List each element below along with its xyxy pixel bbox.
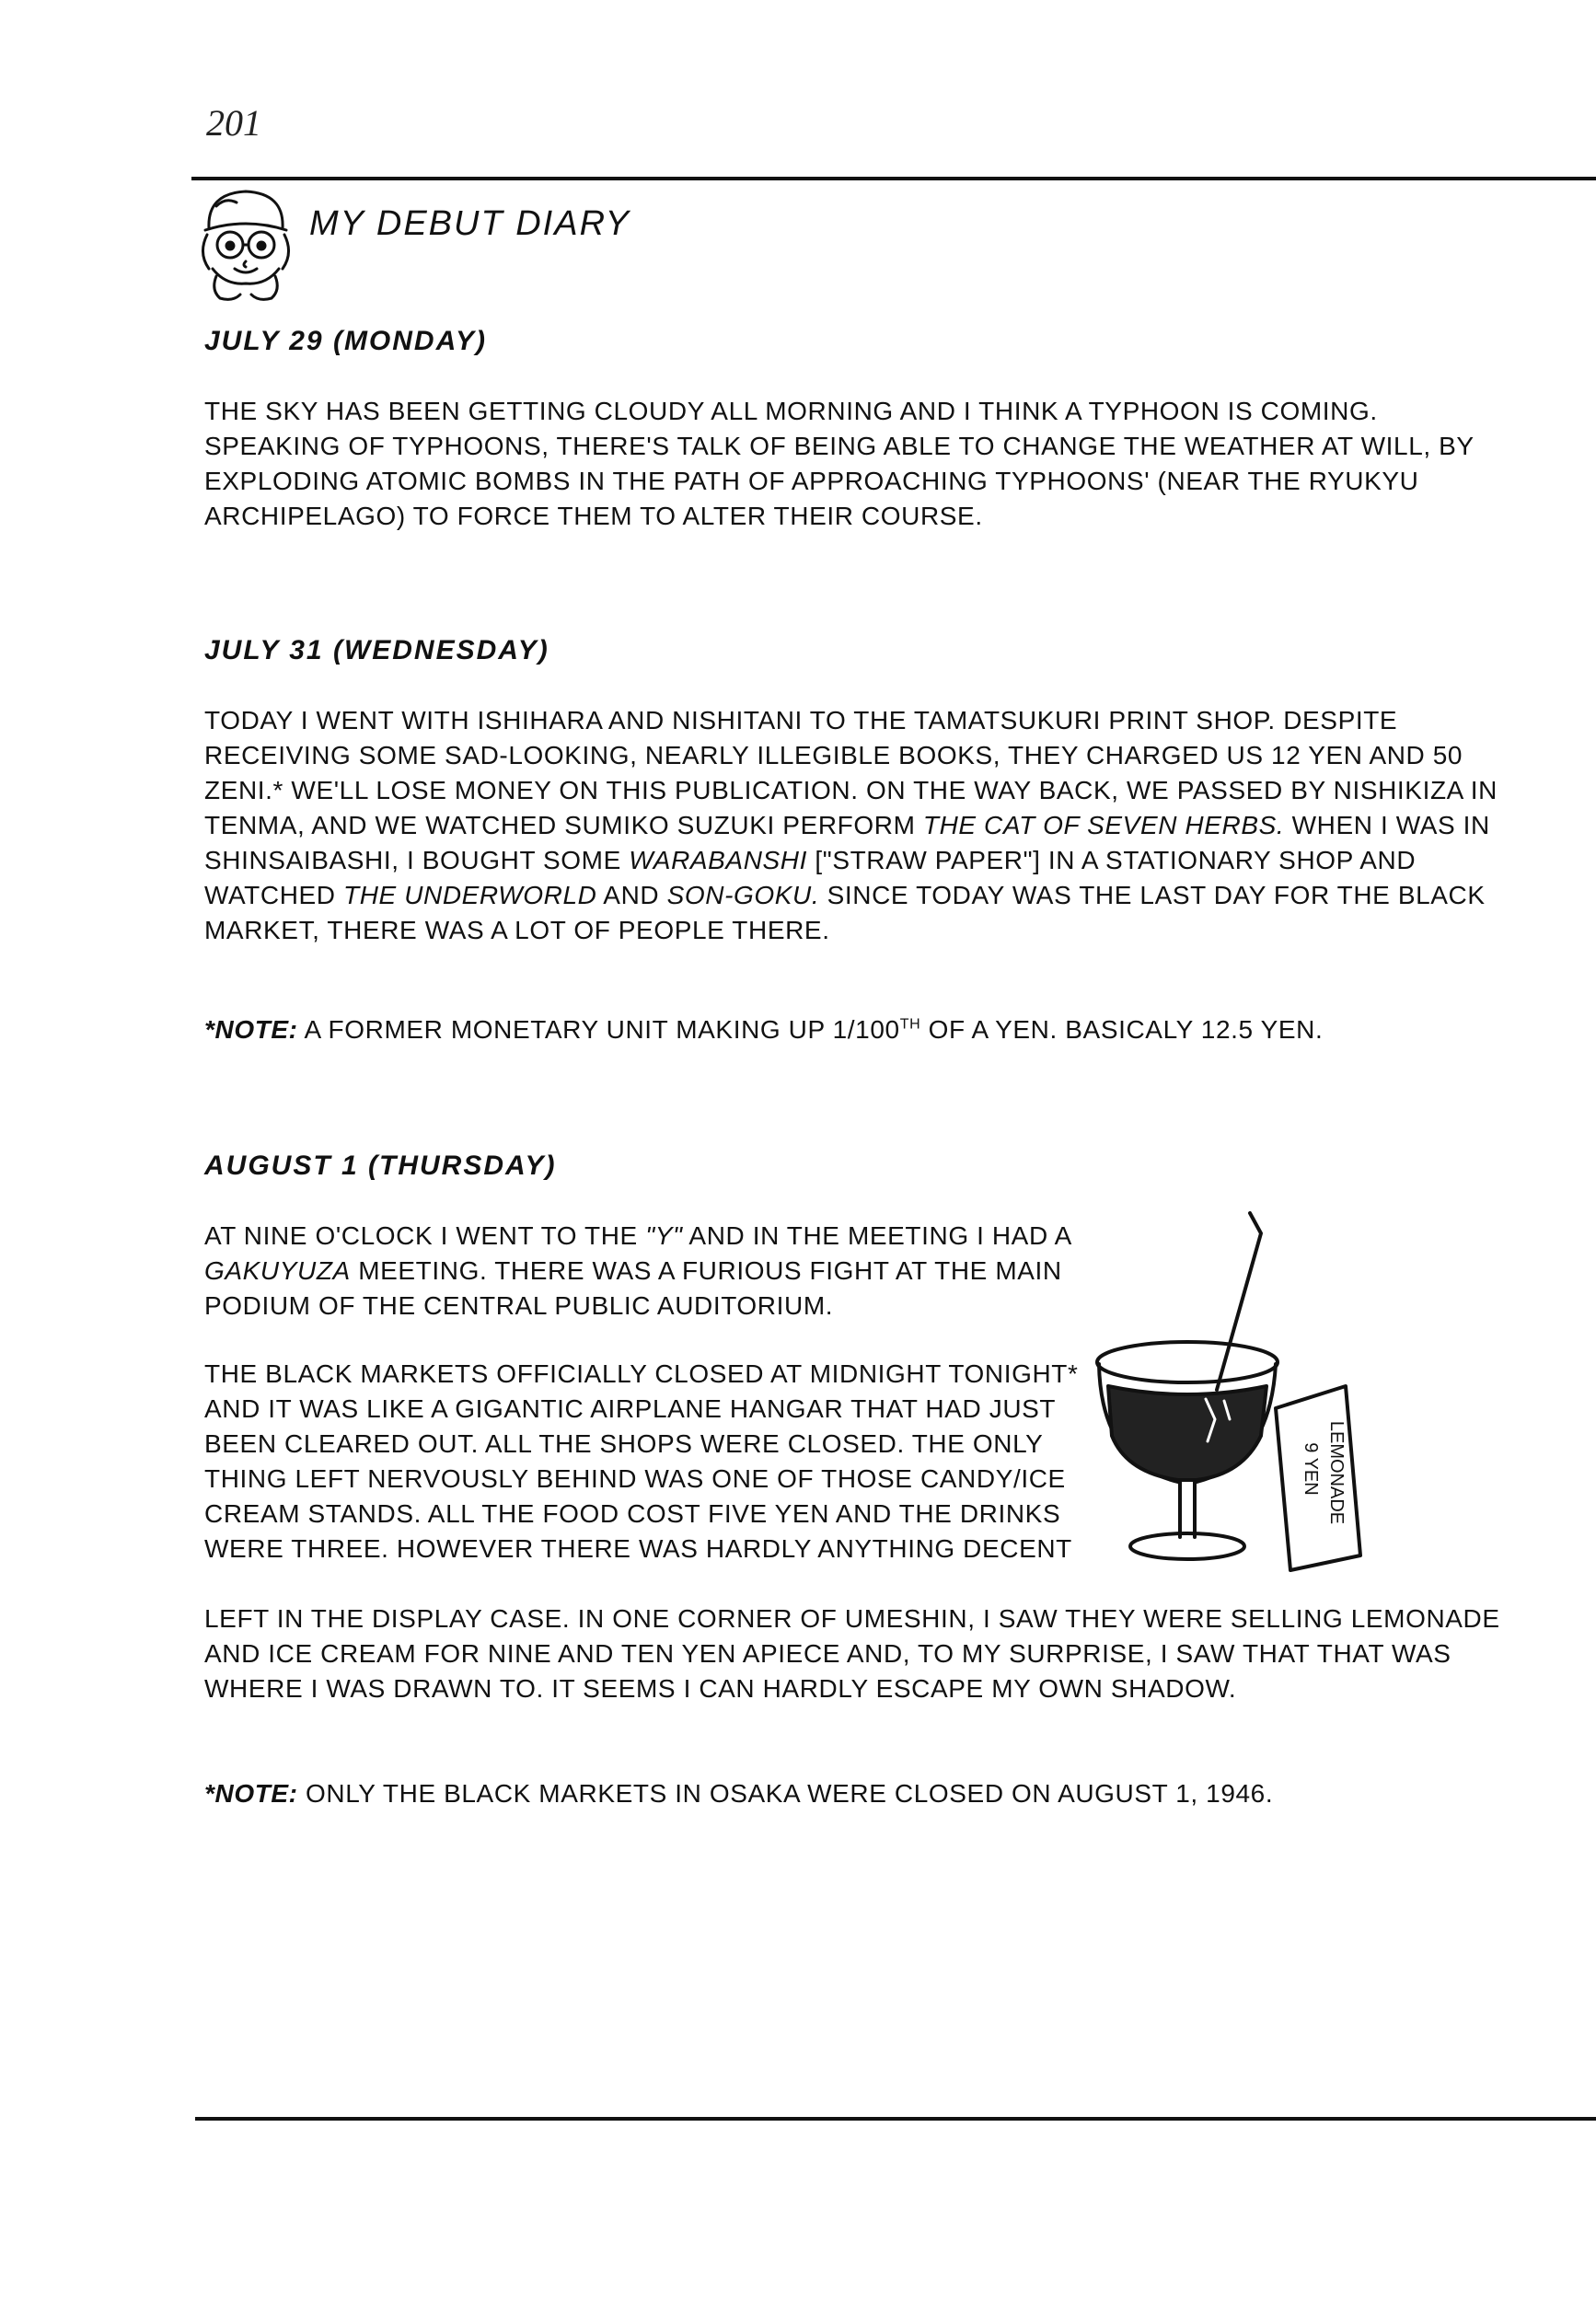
entry-text-july-29 xyxy=(204,394,1511,534)
footnote-text: *NOTE: A FORMER MONETARY UNIT MAKING UP 1/100TH OF A YEN. BASICALY 12.5 YEN. xyxy=(204,1015,1324,1044)
entry-text-august-1-p1 xyxy=(204,1219,1088,1324)
footnote-text: *NOTE: ONLY THE BLACK MARKETS IN OSAKA WERE CLOSED ON AUGUST 1, 1946. xyxy=(204,1779,1274,1808)
sign-lemonade-text: LEMONADE xyxy=(1326,1420,1347,1525)
entry-paragraph: THE SKY HAS BEEN GETTING CLOUDY ALL MORNING AND I THINK A TYPHOON IS COMING. SPEAKING OF TYPHOONS, THERE'S TALK OF BEING ABLE TO CHANGE THE WEATHER AT WILL, BY EXPLODING ATOMIC BOMBS IN THE PATH OF APPROACHING TYPHOONS' (NEAR THE RYUKYU ARCHIPELAGO) TO FORCE THEM TO ALTER THEIR COURSE. xyxy=(204,397,1475,530)
sign-price-text: 9 YEN xyxy=(1301,1442,1321,1496)
entry-paragraph: THE BLACK MARKETS OFFICIALLY CLOSED AT MIDNIGHT TONIGHT* AND IT WAS LIKE A GIGANTIC AIRPLANE HANGAR THAT HAD JUST BEEN CLEARED OUT. ALL THE SHOPS WERE CLOSED. THE ONLY THING LEFT NERVOUSLY BEHIND WAS ONE OF THOSE CANDY/ICE CREAM STANDS. ALL THE FOOD COST FIVE YEN AND THE DRINKS WERE THREE. HOWEVER THERE WAS HARDLY ANYTHING DECENT xyxy=(204,1359,1079,1563)
diary-title: MY DEBUT DIARY xyxy=(309,204,630,243)
entry-date-july-29: JULY 29 (MONDAY) xyxy=(204,326,488,356)
footnote-label: *NOTE: xyxy=(204,1779,298,1808)
footnote-zeni xyxy=(204,1012,1511,1047)
top-divider xyxy=(191,177,1596,180)
entry-paragraph: AT NINE O'CLOCK I WENT TO THE "Y" AND IN THE MEETING I HAD A GAKUYUZA MEETING. THERE WAS A FURIOUS FIGHT AT THE MAIN PODIUM OF THE CENTRAL PUBLIC AUDITORIUM. xyxy=(204,1221,1071,1320)
entry-text-august-1-p2 xyxy=(204,1357,1088,1567)
mascot-portrait-icon xyxy=(189,184,304,304)
page-number: 201 xyxy=(206,102,261,144)
entry-date-august-1: AUGUST 1 (THURSDAY) xyxy=(204,1150,557,1181)
lemonade-glass-icon xyxy=(1095,1206,1362,1574)
entry-date-july-31: JULY 31 (WEDNESDAY) xyxy=(204,635,549,665)
entry-paragraph: TODAY I WENT WITH ISHIHARA AND NISHITANI TO THE TAMATSUKURI PRINT SHOP. DESPITE RECEIVING SOME SAD-LOOKING, NEARLY ILLEGIBLE BOOKS, THEY CHARGED US 12 YEN AND 50 ZENI.* WE'LL LOSE MONEY ON THIS PUBLICATION. ON THE WAY BACK, WE PASSED BY NISHIKIZA IN TENMA, AND WE WATCHED SUMIKO SUZUKI PERFORM THE CAT OF SEVEN HERBS. WHEN I WAS IN SHINSAIBASHI, I BOUGHT SOME WARABANSHI ["STRAW PAPER"] IN A STATIONARY SHOP AND WATCHED THE UNDERWORLD AND SON-GOKU. SINCE TODAY WAS THE LAST DAY FOR THE BLACK MARKET, THERE WAS A LOT OF PEOPLE THERE. xyxy=(204,706,1498,944)
entry-text-august-1-p3 xyxy=(204,1601,1511,1706)
entry-paragraph: LEFT IN THE DISPLAY CASE. IN ONE CORNER OF UMESHIN, I SAW THEY WERE SELLING LEMONADE AND ICE CREAM FOR NINE AND TEN YEN APIECE AND, TO MY SURPRISE, I SAW THAT THAT WAS WHERE I WAS DRAWN TO. IT SEEMS I CAN HARDLY ESCAPE MY OWN SHADOW. xyxy=(204,1604,1500,1703)
footnote-osaka xyxy=(204,1776,1511,1811)
entry-text-july-31 xyxy=(204,703,1511,948)
bottom-divider xyxy=(195,2117,1596,2121)
footnote-label: *NOTE: xyxy=(204,1015,298,1044)
